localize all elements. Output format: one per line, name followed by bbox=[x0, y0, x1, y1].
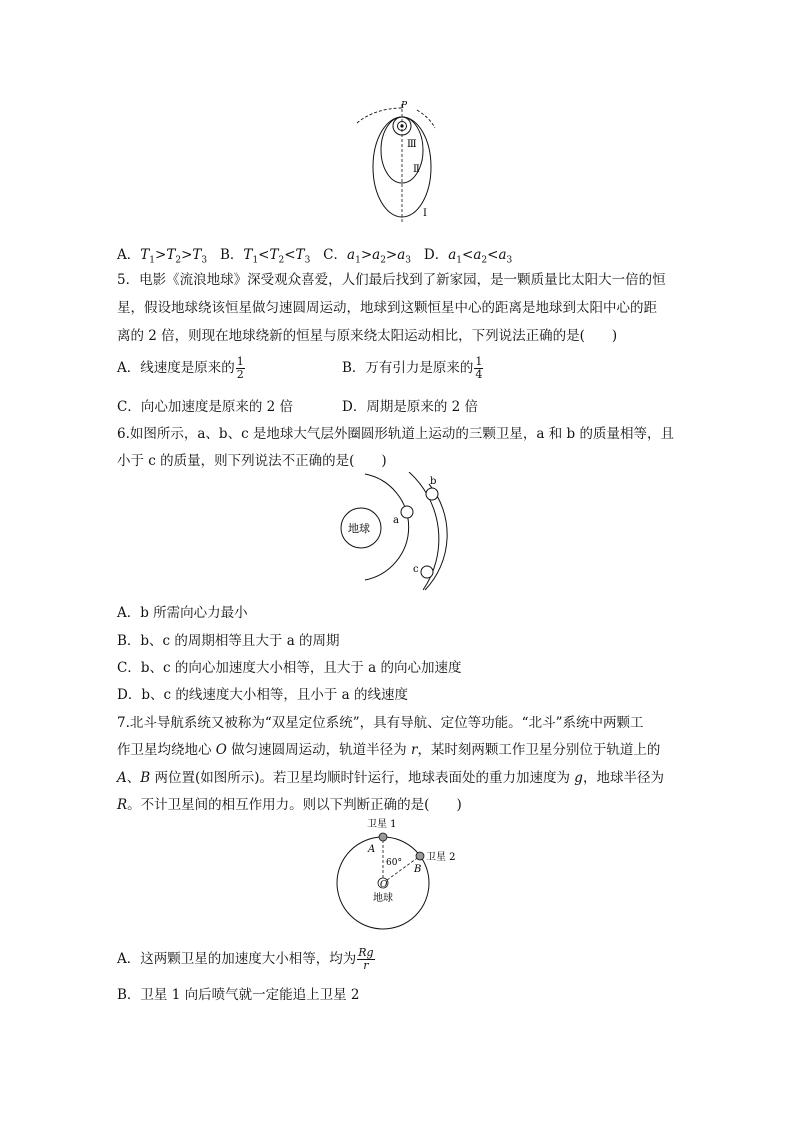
q6-option-b: B．b、c 的周期相等且大于 a 的周期 bbox=[117, 633, 340, 649]
earth-label: 地球 bbox=[348, 522, 370, 535]
q5-option-d: D．周期是原来的 2 倍 bbox=[342, 399, 478, 415]
q7-line2: 作卫星均绕地心 O 做匀速圆周运动，轨道半径为 r，某时刻两颗工作卫星分别位于轨道上的 bbox=[117, 742, 661, 758]
label-a: a bbox=[393, 515, 399, 526]
satellite-c bbox=[421, 566, 433, 578]
q5-option-c: C．向心加速度是原来的 2 倍 bbox=[117, 399, 294, 415]
satellite-1 bbox=[379, 833, 387, 841]
arc-dashed-right bbox=[417, 110, 435, 128]
label-p: P bbox=[401, 101, 408, 111]
q6-option-d: D．b、c 的线速度大小相等，且小于 a 的线速度 bbox=[117, 687, 408, 703]
q7-line1: 7.北斗导航系统又被称为“双星定位系统”，具有导航、定位等功能。“北斗”系统中两颗工 bbox=[117, 715, 644, 731]
label-orbit-2: Ⅱ bbox=[413, 164, 420, 175]
q7-option-a: A．这两颗卫星的加速度大小相等，均为 $\frac{Rg}{r}$ bbox=[117, 946, 374, 972]
orbit-a bbox=[365, 474, 409, 580]
label-orbit-3: Ⅲ bbox=[407, 139, 417, 150]
q5-line3: 离的 2 倍，则现在地球绕新的恒星与原来绕太阳运动相比，下列说法正确的是( ) bbox=[117, 328, 618, 344]
q7-option-b: B．卫星 1 向后喷气就一定能追上卫星 2 bbox=[117, 987, 360, 1003]
label-o: O bbox=[380, 880, 388, 890]
q6-line1: 6.如图所示，a、b、c 是地球大气层外圈圆形轨道上运动的三颗卫星，a 和 b 的质量相等，且 bbox=[117, 426, 674, 442]
label-b-point: B bbox=[414, 864, 422, 875]
label-satellite-2: 卫星 2 bbox=[426, 852, 456, 863]
q6-option-a: A．b 所需向心力最小 bbox=[117, 605, 248, 621]
q4-option-d-prefix: D． bbox=[423, 247, 449, 263]
satellite-a bbox=[401, 506, 413, 518]
q7-line3: A、B 两位置(如图所示)。若卫星均顺时针运行，地球表面处的重力加速度为 g，地球半径为 bbox=[117, 770, 664, 786]
earth-label-2: 地球 bbox=[373, 893, 393, 904]
q4-option-b-prefix: B． bbox=[220, 247, 244, 263]
satellite-b bbox=[426, 488, 438, 500]
q4-options: A．$T_1>T_2>T_3$ B．$T_1<T_2<T_3$ C．$a_1>a_2>a_3$ D．$a_1<a_2<a_3$ bbox=[117, 247, 513, 266]
label-b: b bbox=[430, 476, 437, 487]
star-center bbox=[400, 124, 403, 127]
q5-line1: 5．电影《流浪地球》深受观众喜爱，人们最后找到了新家园，是一颗质量比太阳大一倍的恒 bbox=[117, 272, 666, 288]
satellite-2 bbox=[416, 852, 424, 860]
q6-line2: 小于 c 的质量，则下列说法不正确的是( ) bbox=[117, 453, 387, 469]
q5-option-b: B．万有引力是原来的 $\frac{1}{4}$ bbox=[342, 355, 483, 381]
label-c: c bbox=[413, 564, 419, 575]
orbit-figure bbox=[345, 98, 445, 228]
label-orbit-1: Ⅰ bbox=[423, 208, 427, 219]
satellite-figure-2 bbox=[330, 815, 470, 933]
label-satellite-1: 卫星 1 bbox=[367, 819, 397, 830]
satellite-figure-1 bbox=[335, 472, 455, 592]
arc-dashed-left bbox=[357, 108, 403, 123]
q6-option-c: C．b、c 的向心加速度大小相等，且大于 a 的向心加速度 bbox=[117, 660, 462, 676]
q4-option-c-prefix: C． bbox=[323, 247, 348, 263]
label-a-point: A bbox=[368, 844, 376, 855]
q7-line4: R。不计卫星间的相互作用力。则以下判断正确的是( ) bbox=[117, 797, 462, 813]
q4-option-a-prefix: A． bbox=[117, 247, 141, 263]
q5-option-a: A．线速度是原来的 $\frac{1}{2}$ bbox=[117, 355, 244, 381]
angle-label: 60° bbox=[386, 858, 402, 868]
q5-line2: 星，假设地球绕该恒星做匀速圆周运动，地球到这颗恒星中心的距离是地球到太阳中心的距 bbox=[117, 300, 657, 316]
